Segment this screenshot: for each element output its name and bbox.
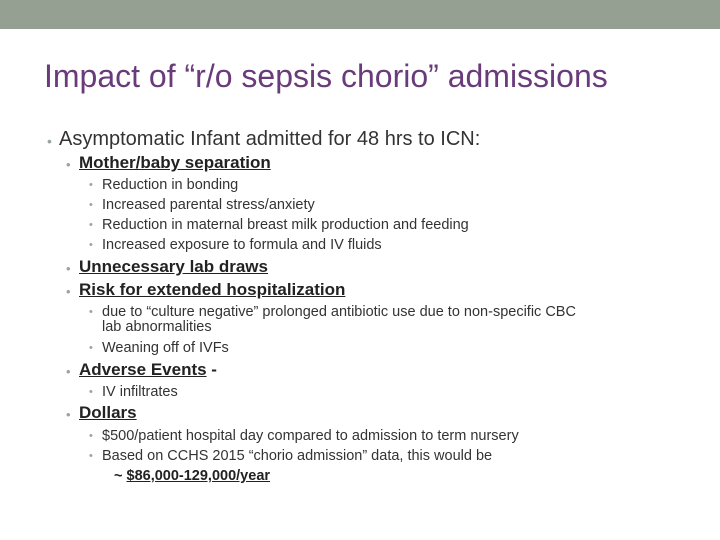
hospitalization-item: due to “culture negative” prolonged antibiotic use due to non-specific CBC <box>102 304 576 320</box>
dollars-heading: Dollars <box>79 403 137 422</box>
adverse-item: IV infiltrates <box>102 384 178 400</box>
adverse-heading-suffix: - <box>206 360 217 379</box>
dollars-total <box>114 468 270 484</box>
level1-text: Asymptomatic Infant admitted for 48 hrs to ICN: <box>59 128 481 150</box>
hospitalization-item: Weaning off of IVFs <box>102 340 229 356</box>
bullet-icon: • <box>89 430 93 442</box>
bullet-icon: • <box>89 386 93 398</box>
slide-title: Impact of “r/o sepsis chorio” admissions <box>44 58 608 94</box>
separation-heading: Mother/baby separation <box>79 153 271 172</box>
adverse-heading-line <box>79 360 217 380</box>
bullet-icon: • <box>89 179 93 191</box>
bullet-icon: • <box>89 342 93 354</box>
labs-heading: Unnecessary lab draws <box>79 257 268 276</box>
separation-item: Reduction in bonding <box>102 177 239 193</box>
bullet-icon: • <box>89 239 93 251</box>
bullet-icon: • <box>89 199 93 211</box>
bullet-icon: • <box>89 306 93 318</box>
bullet-icon: • <box>66 157 71 172</box>
bullet-icon: • <box>47 133 52 149</box>
dollars-total-prefix: ~ <box>114 468 127 484</box>
dollars-total-amount: $86,000-129,000/year <box>126 468 271 484</box>
separation-item: Increased exposure to formula and IV fluids <box>102 237 382 253</box>
dollars-item: Based on CCHS 2015 “chorio admission” data, this would be <box>102 448 493 464</box>
dollars-item: $500/patient hospital day compared to admission to term nursery <box>102 428 519 444</box>
bullet-icon: • <box>66 261 71 276</box>
separation-item: Increased parental stress/anxiety <box>102 197 315 213</box>
hospitalization-item-continued: lab abnormalities <box>102 319 212 335</box>
bullet-icon: • <box>66 364 71 379</box>
separation-item: Reduction in maternal breast milk production and feeding <box>102 217 469 233</box>
adverse-heading: Adverse Events <box>79 360 207 379</box>
bullet-icon: • <box>66 284 71 299</box>
bullet-icon: • <box>66 407 71 422</box>
bullet-icon: • <box>89 219 93 231</box>
bullet-icon: • <box>89 450 93 462</box>
hospitalization-heading: Risk for extended hospitalization <box>79 280 346 299</box>
